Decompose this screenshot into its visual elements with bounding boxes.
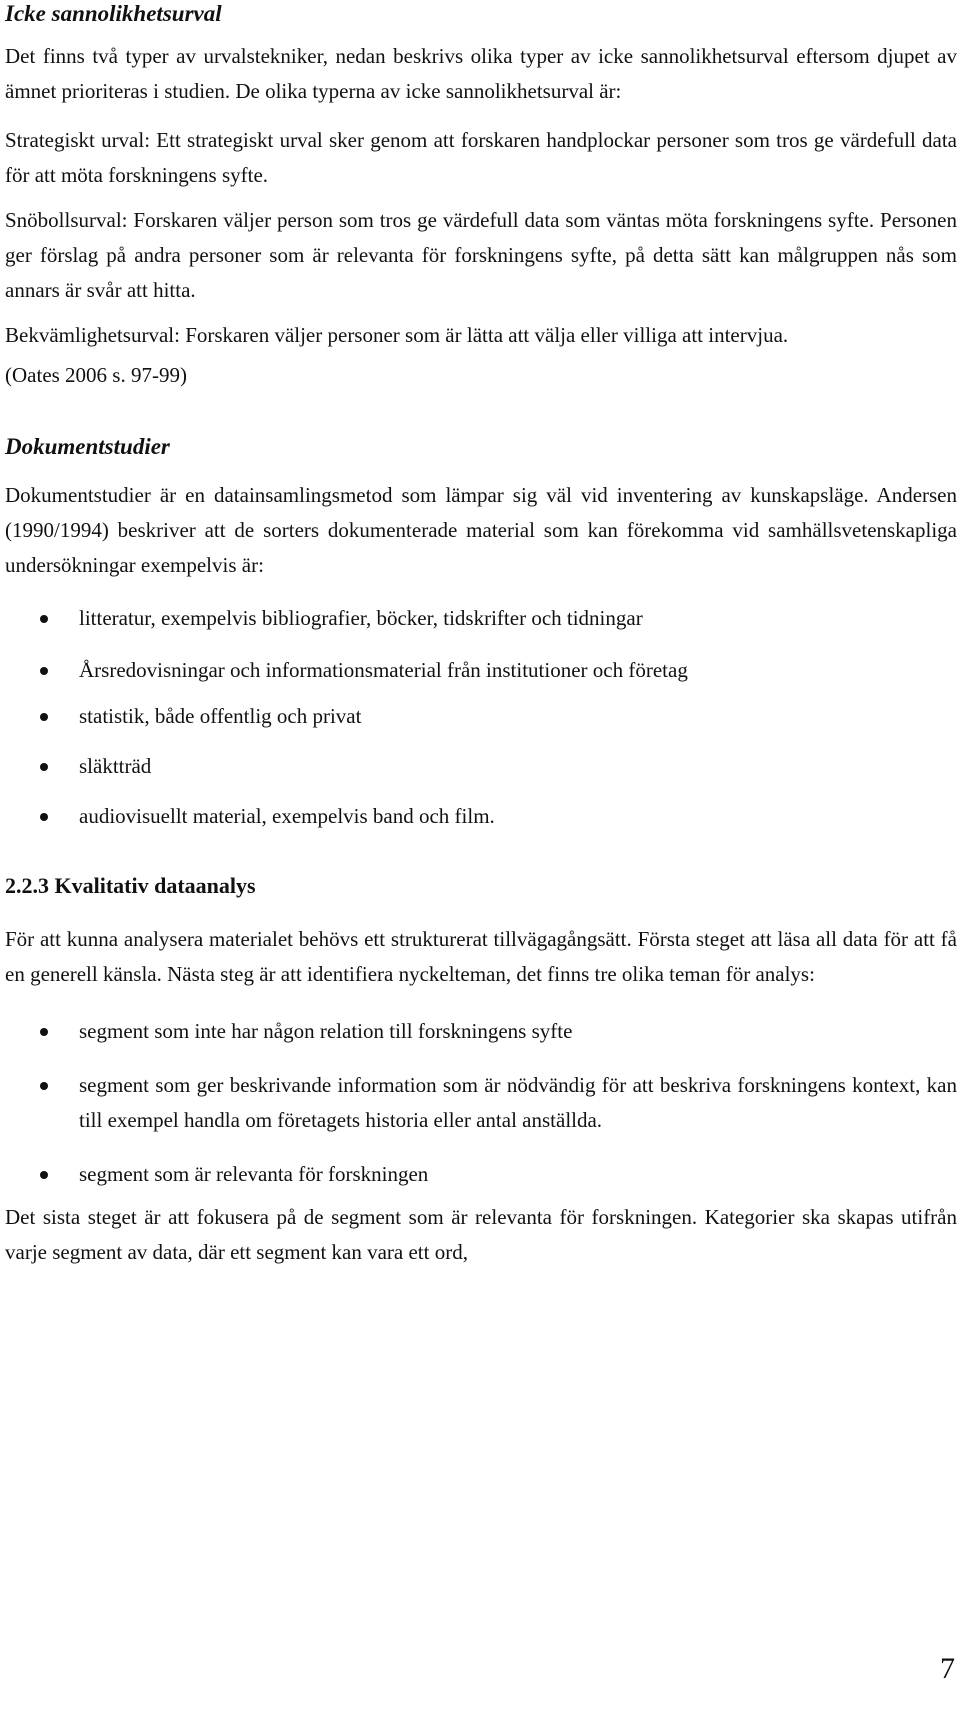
list-item [5, 799, 957, 834]
paragraph-strategiskt-urval: Strategiskt urval: Ett strategiskt urval sker genom att forskaren handplockar personer som tros ge värdefull data för att möta forskningens syfte. [5, 128, 957, 187]
section-heading-kvalitativ-dataanalys: 2.2.3 Kvalitativ dataanalys [5, 873, 256, 898]
section-heading-icke-sannolikhetsurval: Icke sannolikhetsurval [5, 1, 222, 26]
list-item-text: segment som inte har någon relation till forskningens syfte [79, 1019, 573, 1043]
list-item [5, 749, 957, 784]
list-analysteman [5, 1014, 957, 1192]
list-item-text: segment som är relevanta för forskningen [79, 1162, 429, 1186]
paragraph-dokumentstudier-intro: Dokumentstudier är en datainsamlingsmetod som lämpar sig väl vid inventering av kunskapsläge. Andersen (1990/1994) beskriver att de sorters dokumenterade material som kan förekomma vid samhällsvetenskapliga undersökningar exempelvis är: [5, 483, 957, 577]
bullet-icon [40, 713, 48, 721]
list-item [5, 601, 957, 636]
list-item-text: litteratur, exempelvis bibliografier, böcker, tidskrifter och tidningar [79, 606, 643, 630]
bullet-icon [40, 763, 48, 771]
paragraph-snobollsurval: Snöbollsurval: Forskaren väljer person som tros ge värdefull data som väntas möta forskningens syfte. Personen ger förslag på andra personer som är relevanta för forskningens syfte, på detta sätt kan målgruppen nås som annars är svår att hitta. [5, 208, 957, 302]
bullet-icon [40, 1028, 48, 1036]
paragraph-kvalitativ-intro: För att kunna analysera materialet behövs ett strukturerat tillvägagångsätt. Första steget att läsa all data för att få en generell känsla. Nästa steg är att identifiera nyckelteman, det finns tre olika teman för analys: [5, 927, 957, 986]
document-page [5, 0, 957, 1270]
list-item-text: segment som ger beskrivande information som är nödvändig för att beskriva forskningens kontext, kan till exempel handla om företagets historia eller antal anställda. [79, 1073, 957, 1132]
list-item [5, 1068, 957, 1138]
list-item-text: Årsredovisningar och informationsmaterial från institutioner och företag [79, 658, 688, 682]
section-heading-dokumentstudier: Dokumentstudier [5, 434, 170, 459]
list-item [5, 653, 957, 688]
paragraph-kvalitativ-closing: Det sista steget är att fokusera på de segment som är relevanta för forskningen. Kategorier ska skapas utifrån varje segment av data, där ett segment kan vara ett ord, [5, 1205, 957, 1264]
paragraph-bekvamlighetsurval: Bekvämlighetsurval: Forskaren väljer personer som är lätta att välja eller villiga att intervjua. [5, 323, 789, 347]
bullet-icon [40, 813, 48, 821]
list-item-text: släktträd [79, 754, 152, 778]
bullet-icon [40, 1082, 48, 1090]
list-item-text: statistik, både offentlig och privat [79, 704, 362, 728]
citation: (Oates 2006 s. 97-99) [5, 363, 187, 387]
bullet-icon [40, 615, 48, 623]
list-item [5, 1157, 957, 1192]
bullet-icon [40, 1171, 48, 1179]
list-item [5, 699, 957, 734]
bullet-icon [40, 667, 48, 675]
paragraph-intro-urval: Det finns två typer av urvalstekniker, nedan beskrivs olika typer av icke sannolikhetsurval eftersom djupet av ämnet prioriteras i studien. De olika typerna av icke sannolikhetsurval är: [5, 44, 957, 103]
list-item [5, 1014, 957, 1049]
list-item-text: audiovisuellt material, exempelvis band och film. [79, 804, 495, 828]
page-number: 7 [940, 1652, 955, 1685]
list-dokumenterat-material [5, 601, 957, 834]
